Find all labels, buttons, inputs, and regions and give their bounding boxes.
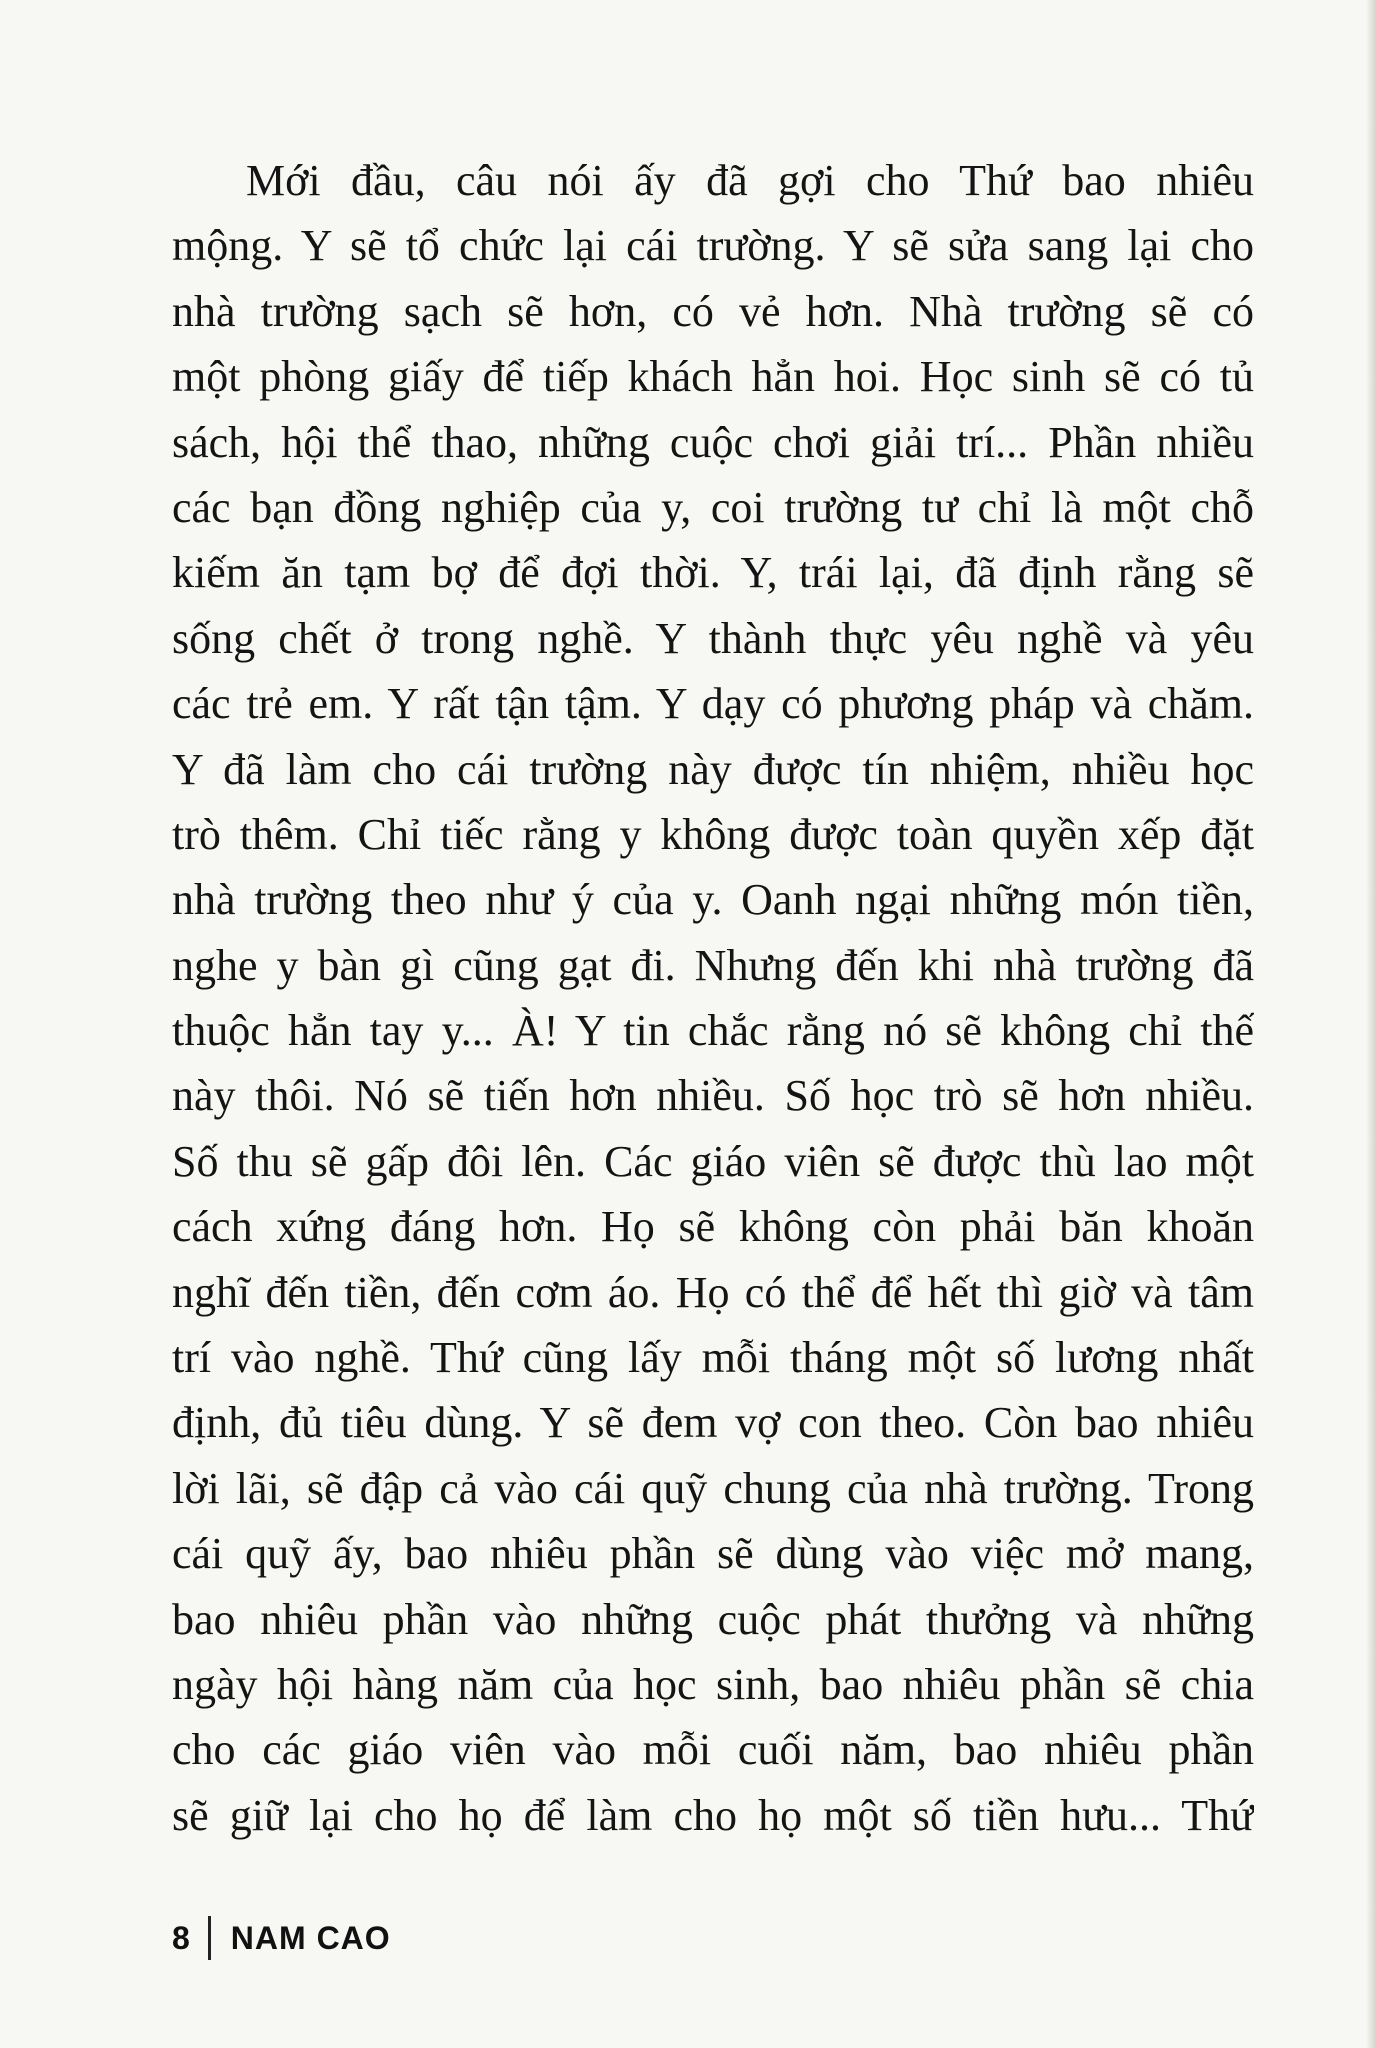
page-number: 8	[172, 1919, 190, 1956]
text-line: nhà trường theo như ý của y. Oanh ngại những món tiền,	[172, 875, 1254, 925]
footer-divider	[208, 1916, 211, 1960]
text-line: nhà trường sạch sẽ hơn, có vẻ hơn. Nhà trường sẽ có	[172, 286, 1254, 336]
text-line: cho các giáo viên vào mỗi cuối năm, bao nhiêu phần	[172, 1725, 1254, 1775]
text-line: cái quỹ ấy, bao nhiêu phần sẽ dùng vào việc mở mang,	[172, 1529, 1254, 1579]
text-line: các bạn đồng nghiệp của y, coi trường tư chỉ là một chỗ	[172, 482, 1254, 532]
page-footer	[172, 1910, 391, 1966]
text-line: Mới đầu, câu nói ấy đã gợi cho Thứ bao nhiêu	[246, 156, 1254, 205]
text-line: kiếm ăn tạm bợ để đợi thời. Y, trái lại, đã định rằng sẽ	[172, 548, 1254, 598]
text-line: sách, hội thể thao, những cuộc chơi giải trí... Phần nhiều	[172, 417, 1254, 467]
text-line: này thôi. Nó sẽ tiến hơn nhiều. Số học trò sẽ hơn nhiều.	[172, 1071, 1254, 1121]
page-edge-shadow	[1366, 0, 1376, 2048]
text-line: định, đủ tiêu dùng. Y sẽ đem vợ con theo. Còn bao nhiêu	[172, 1398, 1254, 1448]
text-line: nghĩ đến tiền, đến cơm áo. Họ có thể để hết thì giờ và tâm	[172, 1267, 1254, 1317]
text-line: ngày hội hàng năm của học sinh, bao nhiêu phần sẽ chia	[172, 1659, 1254, 1709]
text-line: trí vào nghề. Thứ cũng lấy mỗi tháng một số lương nhất	[172, 1333, 1254, 1383]
text-line: nghe y bàn gì cũng gạt đi. Nhưng đến khi nhà trường đã	[172, 940, 1254, 990]
text-line: thuộc hẳn tay y... À! Y tin chắc rằng nó sẽ không chỉ thế	[172, 1006, 1254, 1056]
body-text	[172, 148, 1254, 1848]
text-line: một phòng giấy để tiếp khách hẳn hoi. Học sinh sẽ có tủ	[172, 352, 1254, 402]
text-line: mộng. Y sẽ tổ chức lại cái trường. Y sẽ sửa sang lại cho	[172, 221, 1254, 271]
text-line: Y đã làm cho cái trường này được tín nhiệm, nhiều học	[172, 744, 1254, 794]
text-line: Số thu sẽ gấp đôi lên. Các giáo viên sẽ được thù lao một	[172, 1136, 1254, 1186]
text-line: lời lãi, sẽ đập cả vào cái quỹ chung của nhà trường. Trong	[172, 1463, 1254, 1513]
text-line: các trẻ em. Y rất tận tậm. Y dạy có phương pháp và chăm.	[172, 679, 1254, 729]
text-line: sống chết ở trong nghề. Y thành thực yêu nghề và yêu	[172, 613, 1254, 663]
text-line: sẽ giữ lại cho họ để làm cho họ một số tiền hưu... Thứ	[172, 1790, 1254, 1840]
text-line: cách xứng đáng hơn. Họ sẽ không còn phải băn khoăn	[172, 1202, 1254, 1252]
author-name: NAM CAO	[230, 1919, 391, 1956]
text-line: trò thêm. Chỉ tiếc rằng y không được toàn quyền xếp đặt	[172, 809, 1254, 859]
text-line: bao nhiêu phần vào những cuộc phát thưởng và những	[172, 1594, 1254, 1644]
